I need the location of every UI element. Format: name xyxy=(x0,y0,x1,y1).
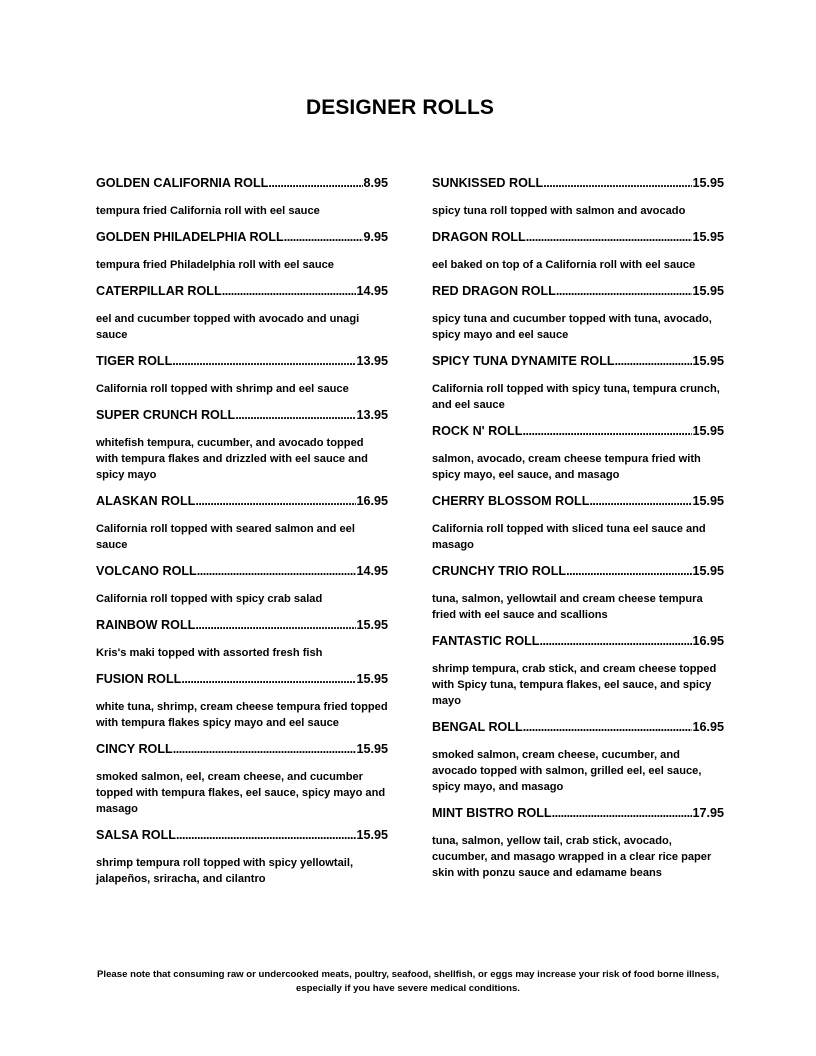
menu-item-description: tempura fried California roll with eel sauce xyxy=(96,205,320,217)
menu-item-header xyxy=(96,492,388,510)
menu-item-price: 9.95 xyxy=(363,230,388,244)
leader-dots xyxy=(526,228,693,246)
menu-item-price: 15.95 xyxy=(356,618,388,632)
menu-item-description: tuna, salmon, yellowtail and cream cheese tempura fried with eel sauce and scallions xyxy=(432,593,703,621)
leader-dots xyxy=(173,740,357,758)
menu-item-header xyxy=(96,352,388,370)
menu-item-price: 16.95 xyxy=(356,494,388,508)
leader-dots xyxy=(195,492,356,510)
menu-item-name: BENGAL ROLL xyxy=(432,720,523,734)
menu-item-header xyxy=(432,282,724,300)
menu-item-description: California roll topped with sliced tuna eel sauce and masago xyxy=(432,523,706,551)
menu-item-header xyxy=(432,632,724,650)
menu-item-name: SUPER CRUNCH ROLL xyxy=(96,408,236,422)
menu-item-description: shrimp tempura, crab stick, and cream cheese topped with Spicy tuna, tempura flakes, eel sauce, and spicy mayo xyxy=(432,663,717,707)
menu-item xyxy=(96,174,388,219)
menu-item-name: CATERPILLAR ROLL xyxy=(96,284,222,298)
menu-item-name: VOLCANO ROLL xyxy=(96,564,197,578)
leader-dots xyxy=(543,174,692,192)
menu-item-price: 13.95 xyxy=(356,408,388,422)
menu-item-header xyxy=(432,422,724,440)
menu-item xyxy=(96,352,388,397)
leader-dots xyxy=(556,282,693,300)
menu-item-name: SPICY TUNA DYNAMITE ROLL xyxy=(432,354,615,368)
menu-item xyxy=(432,174,724,219)
menu-item-header xyxy=(432,228,724,246)
menu-item xyxy=(96,670,388,731)
leader-dots xyxy=(222,282,357,300)
food-safety-notice: Please note that consuming raw or undercooked meats, poultry, seafood, shellfish, or eggs may increase your risk of food borne illness, especially if you have severe medical conditions. xyxy=(97,969,719,994)
menu-item-name: RED DRAGON ROLL xyxy=(432,284,556,298)
menu-item xyxy=(96,492,388,553)
menu-item-header xyxy=(96,174,388,192)
menu-item-header xyxy=(96,826,388,844)
leader-dots xyxy=(195,616,356,634)
menu-item xyxy=(432,352,724,413)
leader-dots xyxy=(540,632,693,650)
menu-item-description: white tuna, shrimp, cream cheese tempura fried topped with tempura flakes spicy mayo and eel sauce xyxy=(96,701,388,729)
menu-item-description: spicy tuna roll topped with salmon and avocado xyxy=(432,205,686,217)
menu-item-description: spicy tuna and cucumber topped with tuna, avocado, spicy mayo and eel sauce xyxy=(432,313,712,341)
menu-item-description: Kris's maki topped with assorted fresh fish xyxy=(96,647,323,659)
menu-item-price: 13.95 xyxy=(356,354,388,368)
menu-item-name: GOLDEN CALIFORNIA ROLL xyxy=(96,176,269,190)
menu-item-name: ALASKAN ROLL xyxy=(96,494,196,508)
menu-item xyxy=(432,632,724,709)
menu-item-name: FUSION ROLL xyxy=(96,672,182,686)
leader-dots xyxy=(522,422,692,440)
menu-item xyxy=(432,422,724,483)
menu-item xyxy=(96,282,388,343)
menu-item-description: eel and cucumber topped with avocado and unagi sauce xyxy=(96,313,360,341)
menu-item-price: 15.95 xyxy=(356,742,388,756)
menu-item-price: 15.95 xyxy=(692,284,724,298)
menu-item xyxy=(432,804,724,881)
leader-dots xyxy=(552,804,693,822)
leader-dots xyxy=(268,174,363,192)
menu-item-price: 15.95 xyxy=(692,494,724,508)
menu-item-name: RAINBOW ROLL xyxy=(96,618,196,632)
leader-dots xyxy=(523,718,693,736)
menu-item xyxy=(432,718,724,795)
menu-item-description: smoked salmon, eel, cream cheese, and cucumber topped with tempura flakes, eel sauce, spicy mayo and masago xyxy=(96,771,386,815)
menu-item-header xyxy=(96,406,388,424)
menu-item-price: 15.95 xyxy=(692,354,724,368)
menu-item-name: SALSA ROLL xyxy=(96,828,176,842)
menu-column-right xyxy=(432,174,724,890)
menu-item-name: CRUNCHY TRIO ROLL xyxy=(432,564,567,578)
menu-item-header xyxy=(432,804,724,822)
menu-item-price: 17.95 xyxy=(692,806,724,820)
menu-item-description: California roll topped with spicy crab salad xyxy=(96,593,323,605)
menu-item xyxy=(432,228,724,273)
menu-item-header xyxy=(96,740,388,758)
menu-item-header xyxy=(432,174,724,192)
leader-dots xyxy=(181,670,356,688)
menu-item-price: 14.95 xyxy=(356,564,388,578)
menu-item xyxy=(96,826,388,887)
menu-item-header xyxy=(96,562,388,580)
menu-column-left xyxy=(96,174,388,896)
leader-dots xyxy=(589,492,692,510)
menu-item-header xyxy=(432,352,724,370)
menu-item-name: ROCK N' ROLL xyxy=(432,424,523,438)
menu-item-header xyxy=(432,562,724,580)
menu-item-description: tuna, salmon, yellow tail, crab stick, avocado, cucumber, and masago wrapped in a clear rice paper skin with ponzu sauce and edamame beans xyxy=(432,835,712,879)
menu-item-name: FANTASTIC ROLL xyxy=(432,634,540,648)
menu-item xyxy=(96,228,388,273)
menu-item-header xyxy=(96,282,388,300)
leader-dots xyxy=(284,228,364,246)
menu-item-name: TIGER ROLL xyxy=(96,354,173,368)
leader-dots xyxy=(235,406,356,424)
menu-item xyxy=(96,616,388,661)
menu-item-price: 15.95 xyxy=(692,564,724,578)
leader-dots xyxy=(172,352,356,370)
menu-item-price: 14.95 xyxy=(356,284,388,298)
menu-item-name: CINCY ROLL xyxy=(96,742,173,756)
menu-item-description: smoked salmon, cream cheese, cucumber, and avocado topped with salmon, grilled eel, eel sauce, spicy mayo, and masago xyxy=(432,749,702,793)
menu-item-price: 8.95 xyxy=(363,176,388,190)
leader-dots xyxy=(566,562,692,580)
menu-item-header xyxy=(96,228,388,246)
menu-item xyxy=(96,406,388,483)
menu-item-header xyxy=(96,670,388,688)
leader-dots xyxy=(197,562,357,580)
menu-item xyxy=(96,562,388,607)
menu-item xyxy=(432,282,724,343)
menu-item-price: 15.95 xyxy=(356,672,388,686)
menu-item xyxy=(96,740,388,817)
menu-item-name: MINT BISTRO ROLL xyxy=(432,806,552,820)
menu-item-price: 16.95 xyxy=(692,634,724,648)
menu-item-name: SUNKISSED ROLL xyxy=(432,176,544,190)
menu-item-price: 16.95 xyxy=(692,720,724,734)
menu-item-description: California roll topped with shrimp and eel sauce xyxy=(96,383,349,395)
menu-item-description: eel baked on top of a California roll with eel sauce xyxy=(432,259,696,271)
menu-item-description: whitefish tempura, cucumber, and avocado topped with tempura flakes and drizzled with eel sauce and spicy mayo xyxy=(96,437,368,481)
menu-item-name: DRAGON ROLL xyxy=(432,230,526,244)
menu-item-header xyxy=(432,492,724,510)
menu-item-description: California roll topped with spicy tuna, tempura crunch, and eel sauce xyxy=(432,383,720,411)
menu-item-price: 15.95 xyxy=(692,424,724,438)
menu-item-price: 15.95 xyxy=(692,176,724,190)
menu-item-price: 15.95 xyxy=(356,828,388,842)
page-title: DESIGNER ROLLS xyxy=(305,96,495,119)
menu-item xyxy=(432,492,724,553)
menu-item xyxy=(432,562,724,623)
menu-item-name: CHERRY BLOSSOM ROLL xyxy=(432,494,590,508)
leader-dots xyxy=(176,826,356,844)
menu-item-description: salmon, avocado, cream cheese tempura fried with spicy mayo, eel sauce, and masago xyxy=(432,453,701,481)
menu-item-description: shrimp tempura roll topped with spicy yellowtail, jalapeños, sriracha, and cilantro xyxy=(96,857,354,885)
leader-dots xyxy=(615,352,693,370)
menu-item-description: California roll topped with seared salmon and eel sauce xyxy=(96,523,355,551)
menu-item-price: 15.95 xyxy=(692,230,724,244)
menu-item-description: tempura fried Philadelphia roll with eel sauce xyxy=(96,259,334,271)
menu-item-name: GOLDEN PHILADELPHIA ROLL xyxy=(96,230,284,244)
menu-item-header xyxy=(432,718,724,736)
menu-item-header xyxy=(96,616,388,634)
